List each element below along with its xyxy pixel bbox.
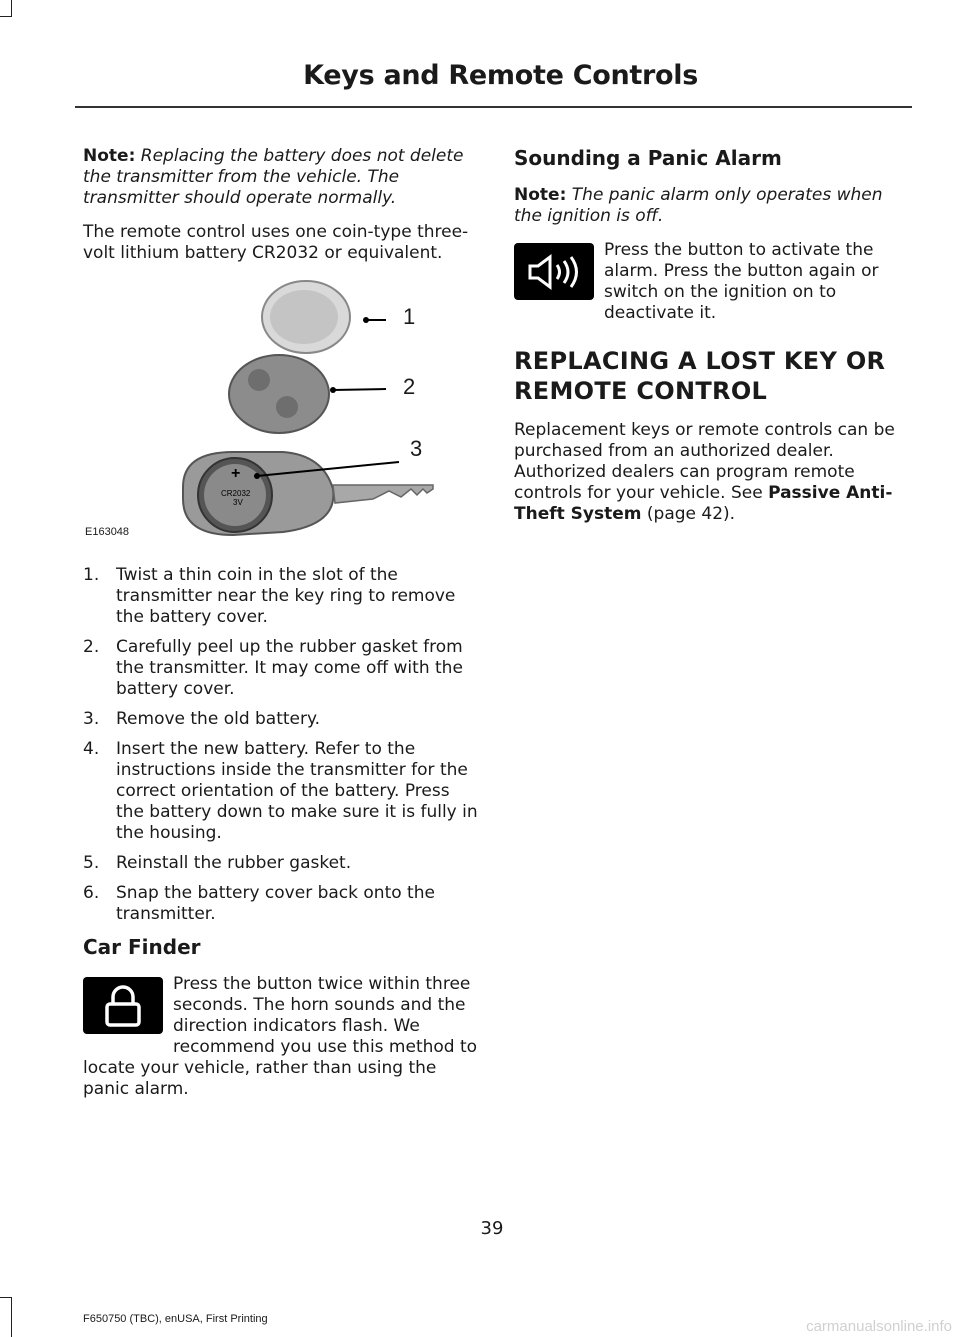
left-column [83, 146, 478, 1100]
replace-key-heading [514, 346, 909, 406]
page-reference: (page 42). [646, 504, 736, 524]
list-item [83, 637, 478, 700]
list-item [83, 565, 478, 628]
battery-figure [83, 277, 478, 547]
cross-reference-link[interactable]: Passive Anti-Theft System [514, 483, 893, 524]
gasket-button [276, 396, 298, 418]
replace-text: Replacement keys or remote controls can be purchased from an authorized dealer. Authorized dealers can program remote controls for your vehicle. [514, 420, 895, 503]
crop-mark [0, 16, 12, 17]
battery-voltage: 3V [233, 498, 243, 507]
callout-3: 3 [410, 436, 423, 461]
note-text: The panic alarm only operates when the ignition is off. [514, 185, 883, 226]
gasket-button [248, 369, 270, 391]
watermark: carmanualsonline.info [806, 1318, 952, 1335]
replace-paragraph [514, 420, 909, 525]
step-text: Reinstall the rubber gasket. [116, 853, 352, 873]
callout-dot-1 [363, 317, 369, 323]
list-item [83, 883, 478, 925]
see-text: See [730, 483, 763, 503]
list-item [83, 709, 478, 730]
step-text: Remove the old battery. [116, 709, 321, 729]
panic-heading: Sounding a Panic Alarm [514, 146, 782, 170]
note-text: Replacing the battery does not delete the transmitter from the vehicle. The transmitter should operate normally. [83, 146, 464, 208]
lock-icon [83, 977, 163, 1034]
callout-dot-3 [254, 473, 260, 479]
page-title: Keys and Remote Controls [303, 60, 698, 91]
callout-dot-2 [330, 387, 336, 393]
car-finder-block [83, 974, 478, 1100]
printing-info: F650750 (TBC), enUSA, First Printing [83, 1313, 268, 1325]
key-blade [333, 485, 433, 503]
figure-id: E163048 [85, 526, 130, 538]
transmitter-illustration [83, 277, 478, 547]
battery-cover-inner [270, 290, 338, 344]
replace-heading-line: REPLACING A LOST KEY OR [514, 347, 886, 375]
battery-paragraph: The remote control uses one coin-type three-volt lithium battery CR2032 or equivalent. [83, 222, 469, 263]
callout-line-2 [333, 389, 386, 390]
note-label: Note: [514, 185, 567, 205]
callout-2: 2 [403, 374, 416, 399]
page-number: 39 [480, 1218, 504, 1239]
list-item [83, 739, 478, 844]
step-text: Carefully peel up the rubber gasket from the transmitter. It may come off with the battery cover. [116, 637, 463, 699]
header-divider [75, 106, 912, 108]
step-text: Insert the new battery. Refer to the instructions inside the transmitter for the correct orientation of the battery. Press the battery down to make sure it is fully in the housing. [116, 739, 478, 843]
rubber-gasket [229, 355, 329, 433]
replace-heading-line: REMOTE CONTROL [514, 377, 768, 405]
step-number: 5. [83, 853, 100, 873]
crop-mark [11, 0, 12, 16]
callout-1: 1 [403, 304, 416, 329]
battery-steps [83, 565, 478, 925]
step-number: 2. [83, 637, 100, 657]
battery-label: CR2032 [221, 489, 251, 498]
step-text: Twist a thin coin in the slot of the transmitter near the key ring to remove the battery cover. [116, 565, 456, 627]
step-number: 3. [83, 709, 100, 729]
panic-block [514, 240, 909, 324]
car-finder-heading: Car Finder [83, 935, 201, 959]
panic-text: Press the button to activate the alarm. Press the button again or switch on the ignition on to deactivate it. [604, 240, 879, 323]
step-text: Snap the battery cover back onto the transmitter. [116, 883, 435, 924]
speaker-icon [514, 243, 594, 300]
step-number: 4. [83, 739, 100, 759]
right-column [514, 146, 909, 538]
battery-plus: + [231, 465, 241, 482]
step-number: 1. [83, 565, 100, 585]
step-number: 6. [83, 883, 100, 903]
panic-note [514, 185, 909, 227]
note-label: Note: [83, 146, 136, 166]
list-item [83, 853, 478, 874]
crop-mark [11, 1297, 12, 1337]
car-finder-text: Press the button twice within three seconds. The horn sounds and the direction indicators flash. We recommend you use this method to locate your vehicle, rather than using the panic alarm. [83, 974, 478, 1099]
battery-note [83, 146, 478, 209]
crop-mark [0, 1297, 12, 1298]
